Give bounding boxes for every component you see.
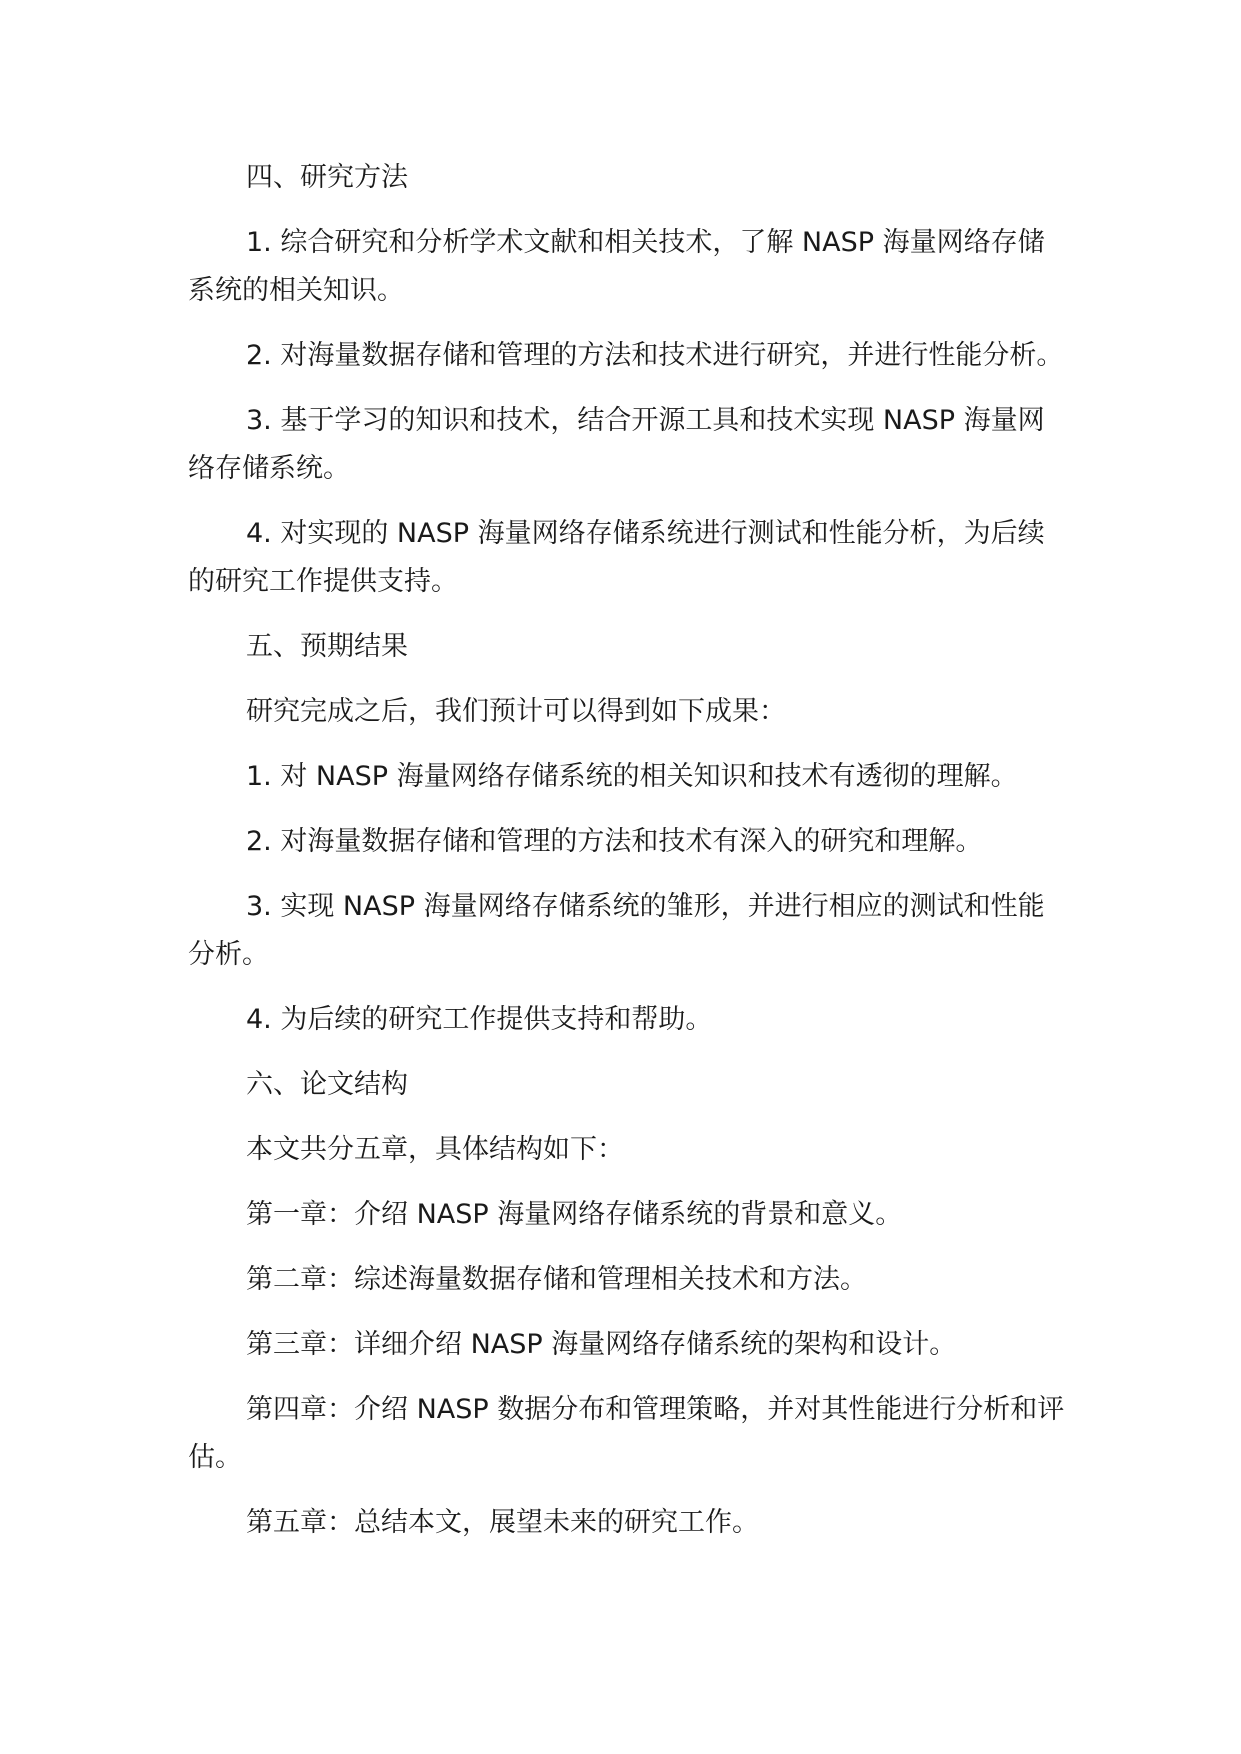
list-item: 2. 对海量数据存储和管理的方法和技术有深入的研究和理解。: [246, 826, 983, 857]
body-paragraph: 本文共分五章，具体结构如下：: [246, 1134, 624, 1165]
list-item: 3. 实现 NASP 海量网络存储系统的雏形，并进行相应的测试和性能分析。: [188, 891, 1045, 970]
list-item: 4. 为后续的研究工作提供支持和帮助。: [246, 1004, 713, 1035]
list-item: 1. 综合研究和分析学术文献和相关技术，了解 NASP 海量网络存储系统的相关知识。: [188, 227, 1045, 306]
section-heading-expected-results: 五、预期结果: [246, 631, 408, 662]
section-heading-thesis-structure: 六、论文结构: [246, 1069, 408, 1100]
list-item: 4. 对实现的 NASP 海量网络存储系统进行测试和性能分析，为后续的研究工作提供支持。: [188, 518, 1045, 597]
list-item: 3. 基于学习的知识和技术，结合开源工具和技术实现 NASP 海量网络存储系统。: [188, 405, 1045, 484]
chapter-item: 第二章：综述海量数据存储和管理相关技术和方法。: [246, 1264, 867, 1295]
list-item: 2. 对海量数据存储和管理的方法和技术进行研究，并进行性能分析。: [246, 340, 1064, 371]
section-heading-methods: 四、研究方法: [246, 162, 408, 193]
document-body: [188, 154, 1068, 1564]
list-item: 1. 对 NASP 海量网络存储系统的相关知识和技术有透彻的理解。: [246, 761, 1018, 792]
body-paragraph: 研究完成之后，我们预计可以得到如下成果：: [246, 696, 786, 727]
chapter-item: 第一章：介绍 NASP 海量网络存储系统的背景和意义。: [246, 1199, 903, 1230]
chapter-item: 第四章：介绍 NASP 数据分布和管理策略，并对其性能进行分析和评估。: [188, 1394, 1065, 1473]
chapter-item: 第三章：详细介绍 NASP 海量网络存储系统的架构和设计。: [246, 1329, 957, 1360]
chapter-item: 第五章：总结本文，展望未来的研究工作。: [246, 1507, 759, 1538]
